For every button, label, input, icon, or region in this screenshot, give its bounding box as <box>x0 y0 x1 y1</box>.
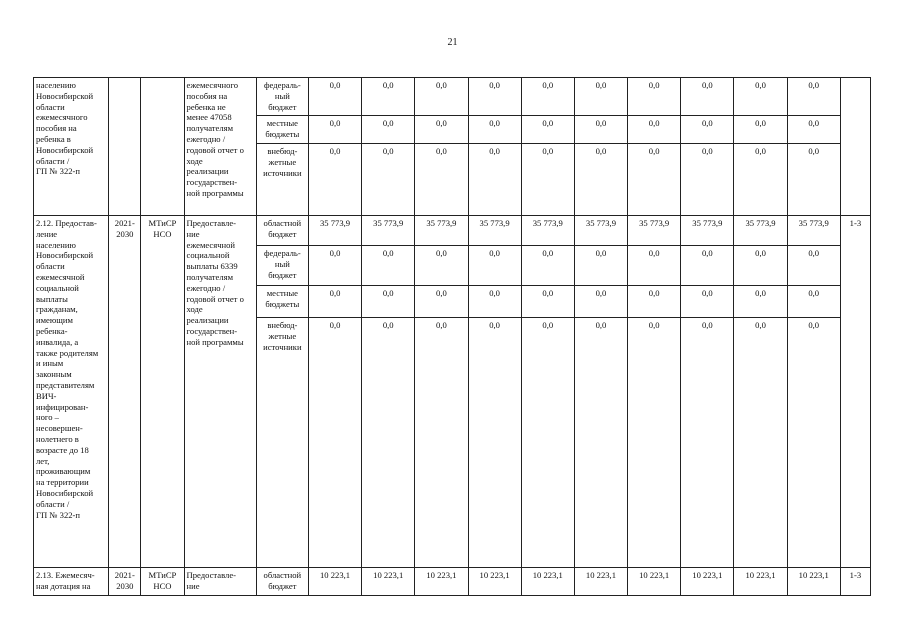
value-cell: 0,0 <box>574 144 627 216</box>
funding-source-cell: местные бюджеты <box>256 116 308 144</box>
value-cell: 35 773,9 <box>681 216 734 246</box>
value-cell: 10 223,1 <box>787 568 840 596</box>
value-cell: 35 773,9 <box>628 216 681 246</box>
value-cell: 0,0 <box>574 318 627 568</box>
result-ref-cell: 1-3 <box>840 216 870 568</box>
value-cell: 0,0 <box>787 246 840 286</box>
value-cell: 10 223,1 <box>734 568 787 596</box>
value-cell: 0,0 <box>468 286 521 318</box>
value-cell: 0,0 <box>681 246 734 286</box>
result-description-cell: ежемесячного пособия на ребенка не менее 47058 получателям ежегодно / годовой отчет о ходе реализации государствен- ной программы <box>184 78 256 216</box>
value-cell: 0,0 <box>362 286 415 318</box>
value-cell: 35 773,9 <box>787 216 840 246</box>
funding-source-cell: местные бюджеты <box>256 286 308 318</box>
value-cell: 35 773,9 <box>308 216 361 246</box>
value-cell: 0,0 <box>362 246 415 286</box>
page-number: 21 <box>447 37 458 48</box>
value-cell: 35 773,9 <box>521 216 574 246</box>
value-cell: 10 223,1 <box>628 568 681 596</box>
value-cell: 10 223,1 <box>362 568 415 596</box>
value-cell: 0,0 <box>308 116 361 144</box>
value-cell: 0,0 <box>628 144 681 216</box>
value-cell: 0,0 <box>734 246 787 286</box>
value-cell: 0,0 <box>521 318 574 568</box>
executor-cell: МТиСР НСО <box>141 568 184 596</box>
table-row <box>34 78 871 116</box>
value-cell: 0,0 <box>415 286 468 318</box>
value-cell: 0,0 <box>521 144 574 216</box>
value-cell: 0,0 <box>308 78 361 116</box>
value-cell: 0,0 <box>574 78 627 116</box>
task-cell: населению Новосибирской области ежемесячного пособия на ребенка в Новосибирской области / ГП № 322-п <box>34 78 109 216</box>
funding-source-cell: областной бюджет <box>256 216 308 246</box>
value-cell: 0,0 <box>415 78 468 116</box>
value-cell: 0,0 <box>628 246 681 286</box>
value-cell: 35 773,9 <box>468 216 521 246</box>
value-cell: 0,0 <box>787 318 840 568</box>
task-cell: 2.12. Предостав- ление населению Новосибирской области ежемесячной социальной выплаты гражданам, имеющим ребенка- инвалида, а также родителям и иным законным представителям ВИЧ- инфицирован- ного – несовершен- нолетнего в возрасте до 18 лет, проживающим на территории Новосибирской области / ГП № 322-п <box>34 216 109 568</box>
value-cell: 0,0 <box>308 246 361 286</box>
value-cell: 0,0 <box>681 78 734 116</box>
value-cell: 10 223,1 <box>308 568 361 596</box>
years-cell: 2021- 2030 <box>109 568 141 596</box>
result-ref-cell: 1-3 <box>840 568 870 596</box>
value-cell: 0,0 <box>308 144 361 216</box>
value-cell: 0,0 <box>415 246 468 286</box>
funding-source-cell: федераль- ный бюджет <box>256 246 308 286</box>
value-cell: 0,0 <box>787 286 840 318</box>
table-row <box>34 568 871 596</box>
value-cell: 35 773,9 <box>734 216 787 246</box>
value-cell: 0,0 <box>415 144 468 216</box>
value-cell: 0,0 <box>362 144 415 216</box>
value-cell: 0,0 <box>574 246 627 286</box>
funding-source-cell: областной бюджет <box>256 568 308 596</box>
value-cell: 0,0 <box>734 144 787 216</box>
executor-cell: МТиСР НСО <box>141 216 184 568</box>
value-cell: 0,0 <box>308 318 361 568</box>
value-cell: 0,0 <box>308 286 361 318</box>
years-cell: 2021- 2030 <box>109 216 141 568</box>
value-cell: 10 223,1 <box>574 568 627 596</box>
value-cell: 0,0 <box>734 116 787 144</box>
value-cell: 10 223,1 <box>681 568 734 596</box>
executor-cell <box>141 78 184 216</box>
value-cell: 0,0 <box>468 246 521 286</box>
funding-source-cell: внебюд- жетные источники <box>256 144 308 216</box>
value-cell: 0,0 <box>681 116 734 144</box>
value-cell: 0,0 <box>734 78 787 116</box>
value-cell: 0,0 <box>468 144 521 216</box>
value-cell: 0,0 <box>787 116 840 144</box>
value-cell: 0,0 <box>468 318 521 568</box>
result-description-cell: Предоставле- ние <box>184 568 256 596</box>
value-cell: 0,0 <box>628 116 681 144</box>
value-cell: 0,0 <box>787 144 840 216</box>
value-cell: 0,0 <box>468 78 521 116</box>
value-cell: 35 773,9 <box>362 216 415 246</box>
value-cell: 0,0 <box>628 78 681 116</box>
result-ref-cell <box>840 78 870 216</box>
value-cell: 0,0 <box>628 286 681 318</box>
value-cell: 0,0 <box>521 246 574 286</box>
value-cell: 35 773,9 <box>574 216 627 246</box>
value-cell: 35 773,9 <box>415 216 468 246</box>
value-cell: 0,0 <box>521 116 574 144</box>
task-cell: 2.13. Ежемесяч- ная дотация на <box>34 568 109 596</box>
value-cell: 0,0 <box>628 318 681 568</box>
value-cell: 0,0 <box>681 318 734 568</box>
financing-table <box>33 77 871 596</box>
value-cell: 0,0 <box>415 318 468 568</box>
value-cell: 0,0 <box>574 286 627 318</box>
value-cell: 0,0 <box>734 286 787 318</box>
value-cell: 0,0 <box>681 286 734 318</box>
value-cell: 10 223,1 <box>521 568 574 596</box>
value-cell: 10 223,1 <box>468 568 521 596</box>
result-description-cell: Предоставле- ние ежемесячной социальной выплаты 6339 получателям ежегодно / годовой отчет о ходе реализации государствен- ной программы <box>184 216 256 568</box>
value-cell: 0,0 <box>574 116 627 144</box>
value-cell: 0,0 <box>362 116 415 144</box>
value-cell: 0,0 <box>468 116 521 144</box>
value-cell: 0,0 <box>415 116 468 144</box>
value-cell: 0,0 <box>681 144 734 216</box>
value-cell: 0,0 <box>521 78 574 116</box>
value-cell: 0,0 <box>362 318 415 568</box>
value-cell: 0,0 <box>521 286 574 318</box>
years-cell <box>109 78 141 216</box>
table-row <box>34 216 871 246</box>
value-cell: 0,0 <box>734 318 787 568</box>
funding-source-cell: внебюд- жетные источники <box>256 318 308 568</box>
value-cell: 10 223,1 <box>415 568 468 596</box>
funding-source-cell: федераль- ный бюджет <box>256 78 308 116</box>
value-cell: 0,0 <box>362 78 415 116</box>
value-cell: 0,0 <box>787 78 840 116</box>
